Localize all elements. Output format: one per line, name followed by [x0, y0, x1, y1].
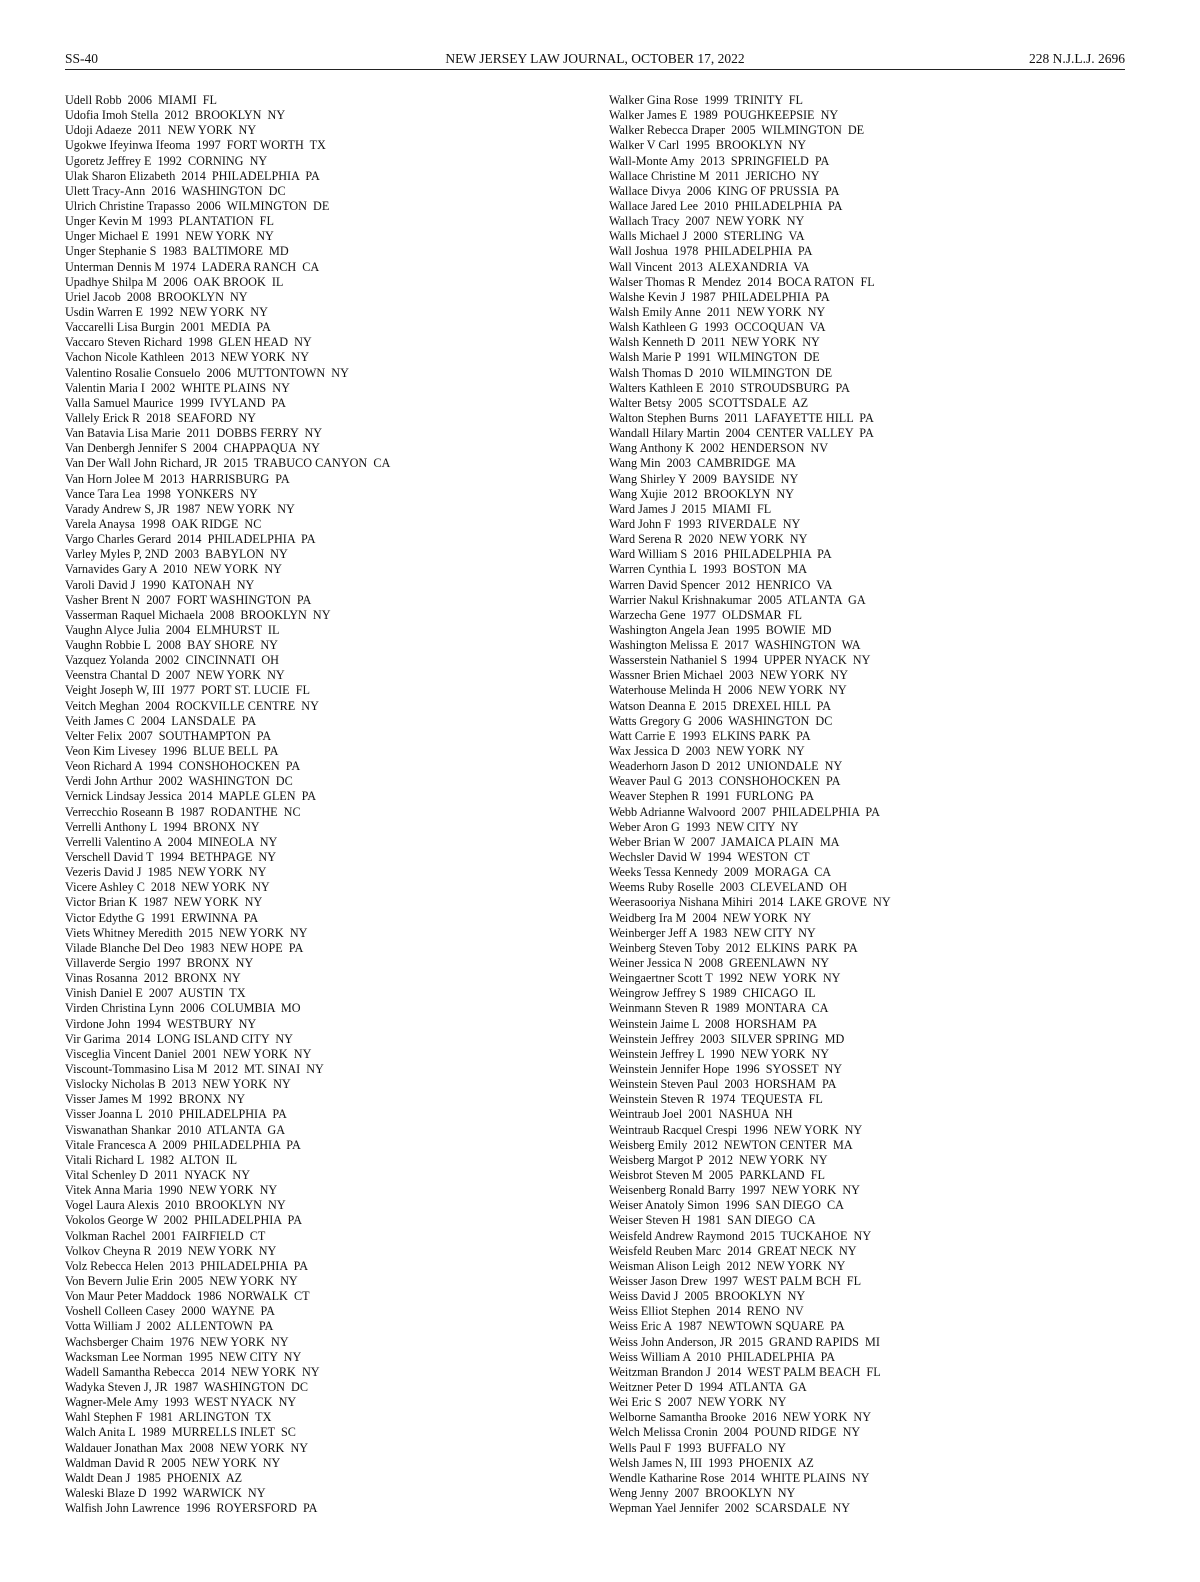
list-item: Von Bevern Julie Erin 2005 NEW YORK NY — [65, 1273, 298, 1288]
list-item: Waldt Dean J 1985 PHOENIX AZ — [65, 1470, 243, 1485]
list-item: Veitch Meghan 2004 ROCKVILLE CENTRE NY — [65, 698, 319, 713]
list-item: Wei Eric S 2007 NEW YORK NY — [609, 1395, 787, 1410]
list-item: Weinstein Jennifer Hope 1996 SYOSSET NY — [609, 1062, 843, 1076]
list-item: Wacksman Lee Norman 1995 NEW CITY NY — [65, 1349, 302, 1364]
list-item: Walker Gina Rose 1999 TRINITY FL — [609, 93, 803, 107]
list-item: Vislocky Nicholas B 2013 NEW YORK NY — [65, 1077, 291, 1092]
list-item: Wang Xujie 2012 BROOKLYN NY — [609, 486, 794, 501]
page-number: SS-40 — [65, 51, 99, 66]
list-item: Weinstein Steven Paul 2003 HORSHAM PA — [609, 1077, 837, 1092]
list-item: Walters Kathleen E 2010 STROUDSBURG PA — [609, 380, 850, 395]
list-item: Weeks Tessa Kennedy 2009 MORAGA CA — [609, 865, 832, 880]
list-item: Warren David Spencer 2012 HENRICO VA — [609, 577, 833, 592]
list-item: Weiss John Anderson, JR 2015 GRAND RAPIDS MI — [609, 1334, 880, 1349]
list-item: Vallely Erick R 2018 SEAFORD NY — [65, 410, 256, 425]
list-item: Watt Carrie E 1993 ELKINS PARK PA — [609, 728, 811, 743]
list-item: Weinstein Steven R 1974 TEQUESTA FL — [609, 1092, 823, 1107]
list-item: Unger Michael E 1991 NEW YORK NY — [65, 229, 274, 244]
list-item: Wax Jessica D 2003 NEW YORK NY — [609, 744, 805, 759]
list-item: Welborne Samantha Brooke 2016 NEW YORK NY — [609, 1410, 872, 1425]
list-item: Watson Deanna E 2015 DREXEL HILL PA — [609, 698, 832, 713]
list-item: Varela Anaysa 1998 OAK RIDGE NC — [65, 516, 262, 531]
list-item: Vitek Anna Maria 1990 NEW YORK NY — [65, 1183, 278, 1198]
list-item: Vachon Nicole Kathleen 2013 NEW YORK NY — [65, 350, 310, 365]
list-item: Weiss David J 2005 BROOKLYN NY — [609, 1289, 806, 1304]
list-item: Weiss Elliot Stephen 2014 RENO NV — [609, 1304, 804, 1319]
list-item: Webb Adrianne Walvoord 2007 PHILADELPHIA PA — [609, 804, 880, 819]
list-item: Ulak Sharon Elizabeth 2014 PHILADELPHIA PA — [65, 168, 320, 183]
list-item: Vaccarelli Lisa Burgin 2001 MEDIA PA — [65, 320, 271, 335]
list-item: Wachsberger Chaim 1976 NEW YORK NY — [65, 1334, 289, 1349]
list-item: Weiss William A 2010 PHILADELPHIA PA — [609, 1349, 836, 1364]
list-item: Vaughn Alyce Julia 2004 ELMHURST IL — [65, 622, 280, 637]
list-item: Weingaertner Scott T 1992 NEW YORK NY — [609, 971, 841, 986]
list-item: Wall-Monte Amy 2013 SPRINGFIELD PA — [609, 153, 830, 168]
list-item: Warzecha Gene 1977 OLDSMAR FL — [609, 607, 802, 622]
list-item: Velter Felix 2007 SOUTHAMPTON PA — [65, 728, 272, 743]
list-item: Unger Stephanie S 1983 BALTIMORE MD — [65, 244, 289, 259]
list-item: Wang Anthony K 2002 HENDERSON NV — [609, 441, 829, 456]
list-item: Van Der Wall John Richard, JR 2015 TRABUCO CANYON CA — [65, 456, 391, 471]
list-item: Vasher Brent N 2007 FORT WASHINGTON PA — [65, 592, 312, 607]
list-item: Weinstein Jeffrey 2003 SILVER SPRING MD — [609, 1031, 845, 1046]
list-item: Waldauer Jonathan Max 2008 NEW YORK NY — [65, 1440, 309, 1455]
list-item: Weber Aron G 1993 NEW CITY NY — [609, 819, 799, 834]
list-item: Vazquez Yolanda 2002 CINCINNATI OH — [65, 653, 279, 668]
list-item: Vitale Francesca A 2009 PHILADELPHIA PA — [65, 1137, 301, 1152]
list-item: Walsh Kathleen G 1993 OCCOQUAN VA — [609, 320, 826, 335]
list-item: Waterhouse Melinda H 2006 NEW YORK NY — [609, 683, 847, 698]
list-item: Weidberg Ira M 2004 NEW YORK NY — [609, 910, 812, 925]
publication-title: NEW JERSEY LAW JOURNAL, OCTOBER 17, 2022 — [445, 51, 745, 66]
list-item: Weaver Paul G 2013 CONSHOHOCKEN PA — [609, 774, 841, 789]
list-item: Vargo Charles Gerard 2014 PHILADELPHIA PA — [65, 532, 316, 547]
list-item: Wallace Jared Lee 2010 PHILADELPHIA PA — [609, 198, 843, 213]
list-item: Veight Joseph W, III 1977 PORT ST. LUCIE FL — [65, 683, 310, 698]
list-item: Unterman Dennis M 1974 LADERA RANCH CA — [65, 259, 320, 274]
list-item: Weerasooriya Nishana Mihiri 2014 LAKE GROVE NY — [609, 895, 891, 910]
list-item: Unger Kevin M 1993 PLANTATION FL — [65, 214, 274, 229]
list-item: Weisfeld Reuben Marc 2014 GREAT NECK NY — [609, 1243, 857, 1258]
list-item: Warren Cynthia L 1993 BOSTON MA — [609, 562, 808, 577]
list-item: Weinstein Jeffrey L 1990 NEW YORK NY — [609, 1046, 830, 1061]
list-item: Viswanathan Shankar 2010 ATLANTA GA — [65, 1122, 286, 1137]
list-item: Van Batavia Lisa Marie 2011 DOBBS FERRY NY — [65, 426, 323, 441]
list-item: Walker Rebecca Draper 2005 WILMINGTON DE — [609, 123, 865, 138]
list-item: Ulett Tracy-Ann 2016 WASHINGTON DC — [65, 183, 286, 198]
list-item: Weiser Anatoly Simon 1996 SAN DIEGO CA — [609, 1198, 844, 1213]
list-item: Weisenberg Ronald Barry 1997 NEW YORK NY — [609, 1183, 860, 1198]
list-item: Varnavides Gary A 2010 NEW YORK NY — [65, 562, 282, 577]
list-item: Washington Angela Jean 1995 BOWIE MD — [609, 622, 832, 637]
list-item: Weiss Eric A 1987 NEWTOWN SQUARE PA — [609, 1319, 845, 1334]
list-item: Weintraub Racquel Crespi 1996 NEW YORK NY — [609, 1122, 863, 1137]
list-item: Warrier Nakul Krishnakumar 2005 ATLANTA GA — [609, 592, 866, 607]
list-item: Verdi John Arthur 2002 WASHINGTON DC — [65, 774, 293, 789]
list-item: Veon Kim Livesey 1996 BLUE BELL PA — [65, 744, 279, 759]
list-item: Upadhye Shilpa M 2006 OAK BROOK IL — [65, 274, 284, 289]
list-item: Wasserstein Nathaniel S 1994 UPPER NYACK NY — [609, 653, 871, 668]
list-item: Vogel Laura Alexis 2010 BROOKLYN NY — [65, 1198, 286, 1213]
list-item: Ward James J 2015 MIAMI FL — [609, 501, 772, 516]
list-item: Vir Garima 2014 LONG ISLAND CITY NY — [65, 1031, 293, 1046]
list-item: Villaverde Sergio 1997 BRONX NY — [65, 956, 254, 971]
list-item: Uriel Jacob 2008 BROOKLYN NY — [65, 289, 248, 304]
list-item: Wadyka Steven J, JR 1987 WASHINGTON DC — [65, 1379, 308, 1394]
list-item: Weiner Jessica N 2008 GREENLAWN NY — [609, 956, 830, 971]
list-item: Wassner Brien Michael 2003 NEW YORK NY — [609, 668, 848, 683]
list-item: Ward William S 2016 PHILADELPHIA PA — [609, 547, 832, 562]
list-item: Walshe Kevin J 1987 PHILADELPHIA PA — [609, 289, 830, 304]
list-item: Vital Schenley D 2011 NYACK NY — [65, 1167, 250, 1182]
list-item: Weinmann Steven R 1989 MONTARA CA — [609, 1001, 829, 1016]
list-item: Veon Richard A 1994 CONSHOHOCKEN PA — [65, 759, 301, 774]
list-item: Watts Gregory G 2006 WASHINGTON DC — [609, 713, 833, 728]
list-item: Weber Brian W 2007 JAMAICA PLAIN MA — [609, 834, 840, 849]
list-item: Veenstra Chantal D 2007 NEW YORK NY — [65, 668, 285, 683]
list-item: Vicere Ashley C 2018 NEW YORK NY — [65, 880, 270, 895]
list-item: Udoji Adaeze 2011 NEW YORK NY — [65, 123, 257, 138]
list-item: Weaver Stephen R 1991 FURLONG PA — [609, 789, 815, 804]
list-item: Vitali Richard L 1982 ALTON IL — [65, 1152, 238, 1167]
list-item: Weisbrot Steven M 2005 PARKLAND FL — [609, 1167, 825, 1182]
list-item: Verrecchio Roseann B 1987 RODANTHE NC — [65, 804, 301, 819]
list-item: Virden Christina Lynn 2006 COLUMBIA MO — [65, 1001, 301, 1016]
list-item: Volkov Cheyna R 2019 NEW YORK NY — [65, 1243, 277, 1258]
list-item: Wells Paul F 1993 BUFFALO NY — [609, 1440, 786, 1455]
list-item: Weng Jenny 2007 BROOKLYN NY — [609, 1485, 796, 1500]
list-item: Ward John F 1993 RIVERDALE NY — [609, 516, 801, 531]
list-item: Vasserman Raquel Michaela 2008 BROOKLYN NY — [65, 607, 331, 622]
list-item: Vaughn Robbie L 2008 BAY SHORE NY — [65, 638, 278, 653]
list-item: Walsh Marie P 1991 WILMINGTON DE — [609, 350, 820, 365]
list-item: Walls Michael J 2000 STERLING VA — [609, 229, 805, 244]
list-item: Weinstein Jaime L 2008 HORSHAM PA — [609, 1016, 818, 1031]
list-item: Weiser Steven H 1981 SAN DIEGO CA — [609, 1213, 816, 1228]
list-item: Von Maur Peter Maddock 1986 NORWALK CT — [65, 1289, 310, 1304]
list-item: Vernick Lindsay Jessica 2014 MAPLE GLEN PA — [65, 789, 317, 804]
list-item: Wadell Samantha Rebecca 2014 NEW YORK NY — [65, 1364, 320, 1379]
list-item: Walker James E 1989 POUGHKEEPSIE NY — [609, 108, 839, 123]
list-item: Weingrow Jeffrey S 1989 CHICAGO IL — [609, 986, 816, 1001]
list-item: Wagner-Mele Amy 1993 WEST NYACK NY — [65, 1395, 297, 1410]
list-item: Viscount-Tommasino Lisa M 2012 MT. SINAI NY — [65, 1062, 324, 1076]
list-item: Walker V Carl 1995 BROOKLYN NY — [609, 138, 807, 153]
page-header — [65, 51, 1125, 70]
list-item: Walsh Thomas D 2010 WILMINGTON DE — [609, 365, 833, 380]
list-item: Victor Edythe G 1991 ERWINNA PA — [65, 910, 259, 925]
list-item: Verschell David T 1994 BETHPAGE NY — [65, 850, 277, 865]
list-item: Valentin Maria I 2002 WHITE PLAINS NY — [65, 380, 290, 395]
list-item: Wechsler David W 1994 WESTON CT — [609, 850, 810, 865]
list-item: Van Denbergh Jennifer S 2004 CHAPPAQUA NY — [65, 441, 320, 456]
citation: 228 N.J.L.J. 2696 — [1028, 51, 1125, 66]
list-item: Valentino Rosalie Consuelo 2006 MUTTONTOWN NY — [65, 365, 349, 380]
list-item: Welch Melissa Cronin 2004 POUND RIDGE NY — [609, 1425, 861, 1440]
list-item: Walton Stephen Burns 2011 LAFAYETTE HILL PA — [609, 410, 874, 425]
list-item: Verrelli Anthony L 1994 BRONX NY — [65, 819, 260, 834]
list-item: Wendle Katharine Rose 2014 WHITE PLAINS NY — [609, 1470, 870, 1485]
list-item: Wallach Tracy 2007 NEW YORK NY — [609, 214, 805, 229]
list-item: Victor Brian K 1987 NEW YORK NY — [65, 895, 263, 910]
list-item: Van Horn Jolee M 2013 HARRISBURG PA — [65, 471, 290, 486]
right-column — [609, 93, 1129, 1516]
list-item: Walsh Kenneth D 2011 NEW YORK NY — [609, 335, 820, 350]
list-item: Wang Shirley Y 2009 BAYSIDE NY — [609, 471, 799, 486]
list-item: Ulrich Christine Trapasso 2006 WILMINGTON DE — [65, 198, 330, 213]
list-item: Wepman Yael Jennifer 2002 SCARSDALE NY — [609, 1501, 851, 1516]
list-item: Viets Whitney Meredith 2015 NEW YORK NY — [65, 925, 308, 940]
list-item: Wahl Stephen F 1981 ARLINGTON TX — [65, 1410, 272, 1425]
list-item: Walter Betsy 2005 SCOTTSDALE AZ — [609, 395, 809, 410]
list-item: Volkman Rachel 2001 FAIRFIELD CT — [65, 1228, 266, 1243]
list-item: Wall Joshua 1978 PHILADELPHIA PA — [609, 244, 813, 259]
list-item: Walsh Emily Anne 2011 NEW YORK NY — [609, 304, 826, 319]
list-item: Veith James C 2004 LANSDALE PA — [65, 713, 257, 728]
list-item: Weisser Jason Drew 1997 WEST PALM BCH FL — [609, 1273, 862, 1288]
list-item: Udofia Imoh Stella 2012 BROOKLYN NY — [65, 108, 286, 123]
list-item: Varley Myles P, 2ND 2003 BABYLON NY — [65, 547, 288, 562]
list-item: Visser Joanna L 2010 PHILADELPHIA PA — [65, 1107, 287, 1122]
list-item: Weisfeld Andrew Raymond 2015 TUCKAHOE NY — [609, 1228, 872, 1243]
list-item: Weinberg Steven Toby 2012 ELKINS PARK PA — [609, 940, 858, 955]
list-item: Vaccaro Steven Richard 1998 GLEN HEAD NY — [65, 335, 312, 350]
list-item: Vinas Rosanna 2012 BRONX NY — [65, 971, 241, 986]
list-item: Virdone John 1994 WESTBURY NY — [65, 1016, 257, 1031]
list-item: Walch Anita L 1989 MURRELLS INLET SC — [65, 1425, 296, 1440]
list-item: Ward Serena R 2020 NEW YORK NY — [609, 532, 808, 547]
list-item: Weitzman Brandon J 2014 WEST PALM BEACH FL — [609, 1364, 881, 1379]
list-item: Weisberg Margot P 2012 NEW YORK NY — [609, 1152, 828, 1167]
left-column — [65, 93, 565, 1516]
list-item: Vezeris David J 1985 NEW YORK NY — [65, 865, 267, 880]
list-item: Vilade Blanche Del Deo 1983 NEW HOPE PA — [65, 940, 304, 955]
list-item: Weinberger Jeff A 1983 NEW CITY NY — [609, 925, 816, 940]
list-item: Wang Min 2003 CAMBRIDGE MA — [609, 456, 796, 471]
list-item: Ugoretz Jeffrey E 1992 CORNING NY — [65, 153, 268, 168]
list-item: Weisberg Emily 2012 NEWTON CENTER MA — [609, 1137, 853, 1152]
list-item: Walser Thomas R Mendez 2014 BOCA RATON FL — [609, 274, 875, 289]
list-item: Weisman Alison Leigh 2012 NEW YORK NY — [609, 1258, 846, 1273]
list-item: Weaderhorn Jason D 2012 UNIONDALE NY — [609, 759, 843, 774]
list-item: Ugokwe Ifeyinwa Ifeoma 1997 FORT WORTH TX — [65, 138, 326, 153]
list-item: Walfish John Lawrence 1996 ROYERSFORD PA — [65, 1501, 318, 1516]
list-item: Wall Vincent 2013 ALEXANDRIA VA — [609, 259, 810, 274]
list-item: Vance Tara Lea 1998 YONKERS NY — [65, 486, 258, 501]
list-item: Waleski Blaze D 1992 WARWICK NY — [65, 1485, 266, 1500]
list-item: Wandall Hilary Martin 2004 CENTER VALLEY PA — [609, 426, 874, 441]
list-item: Weitzner Peter D 1994 ATLANTA GA — [609, 1379, 807, 1394]
list-item: Weems Ruby Roselle 2003 CLEVELAND OH — [609, 880, 848, 895]
list-item: Varoli David J 1990 KATONAH NY — [65, 577, 255, 592]
list-item: Votta William J 2002 ALLENTOWN PA — [65, 1319, 274, 1334]
list-item: Welsh James N, III 1993 PHOENIX AZ — [609, 1455, 814, 1470]
list-item: Visser James M 1992 BRONX NY — [65, 1092, 246, 1107]
list-item: Volz Rebecca Helen 2013 PHILADELPHIA PA — [65, 1258, 309, 1273]
list-item: Wallace Christine M 2011 JERICHO NY — [609, 168, 820, 183]
list-item: Udell Robb 2006 MIAMI FL — [65, 93, 218, 107]
list-item: Valla Samuel Maurice 1999 IVYLAND PA — [65, 395, 286, 410]
list-item: Vokolos George W 2002 PHILADELPHIA PA — [65, 1213, 302, 1228]
list-item: Washington Melissa E 2017 WASHINGTON WA — [609, 638, 861, 653]
list-item: Weintraub Joel 2001 NASHUA NH — [609, 1107, 793, 1122]
list-item: Varady Andrew S, JR 1987 NEW YORK NY — [65, 501, 295, 516]
list-item: Verrelli Valentino A 2004 MINEOLA NY — [65, 834, 278, 849]
list-item: Visceglia Vincent Daniel 2001 NEW YORK NY — [65, 1046, 312, 1061]
list-item: Vinish Daniel E 2007 AUSTIN TX — [65, 986, 246, 1001]
list-item: Waldman David R 2005 NEW YORK NY — [65, 1455, 281, 1470]
list-item: Usdin Warren E 1992 NEW YORK NY — [65, 304, 268, 319]
list-item: Voshell Colleen Casey 2000 WAYNE PA — [65, 1304, 275, 1319]
list-item: Wallace Divya 2006 KING OF PRUSSIA PA — [609, 183, 840, 198]
